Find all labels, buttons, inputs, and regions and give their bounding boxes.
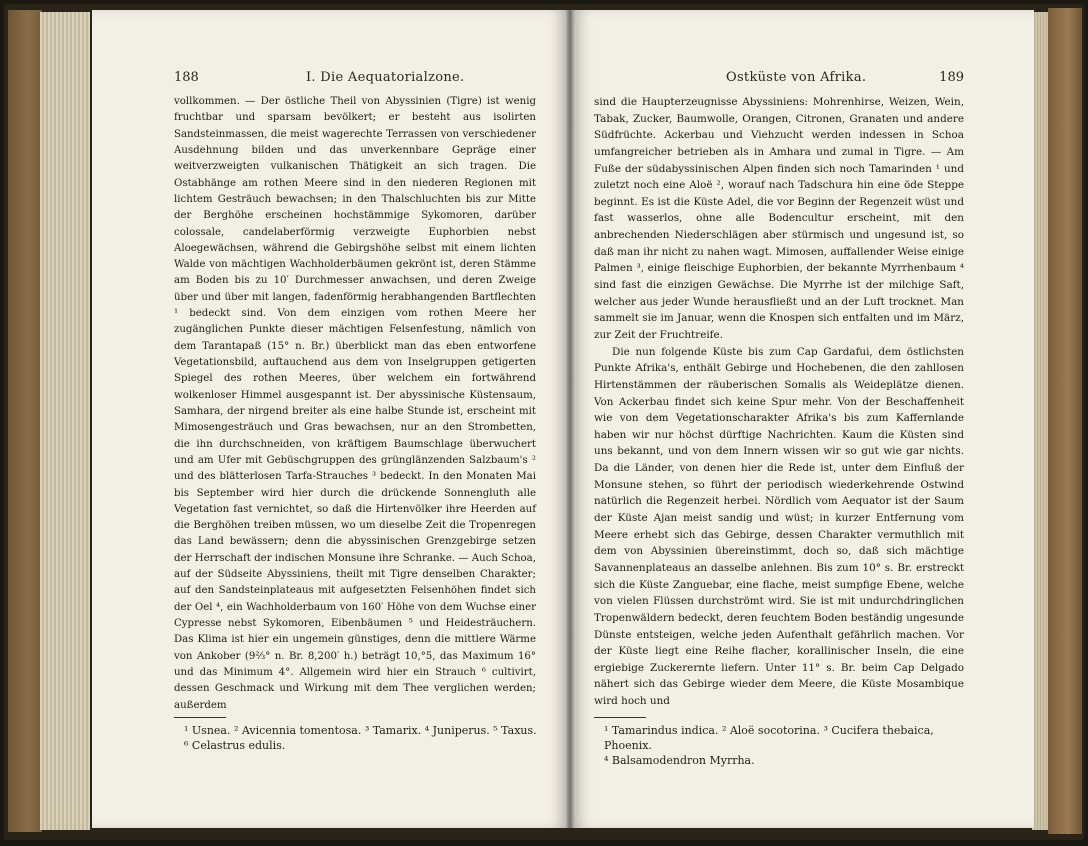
left-cover — [8, 10, 42, 832]
footnote-rule — [594, 717, 646, 718]
left-body-text — [174, 94, 536, 714]
footnote-line: ⁴ Balsamodendron Myrrha. — [604, 754, 755, 767]
right-footnotes — [604, 723, 974, 768]
left-running-header — [174, 70, 536, 90]
right-paragraph: sind die Haupterzeugnisse Abyssiniens: Mohrenhirse, Weizen, Wein, Tabak, Zucker, Baumwolle, Orangen, Citronen, Granaten und andere Südfrüchte. Ackerbau und Viehzucht werden indessen in Schoa umfangreicher betrieben als in Amhara und zumal in Tigre. — Am Fuße der südabyssinischen Alpen finden sich noch Tamarinden ¹ und zuletzt noch eine Aloë ², worauf nach Tadschura hin eine öde Steppe beginnt. Es ist die Küste Adel, die vor Beginn der Regenzeit wüst und fast wasserlos, ohne alle Bodencultur erscheint, mit den anbrechenden Niederschlägen aber stürmisch und ungesund ist, so daß man ihr nicht zu nahen wagt. Mimosen, auffallender Weise einige Palmen ³, einige fleischige Euphorbien, der bekannte Myrrhenbaum ⁴ sind fast die einzigen Gewächse. Die Myrrhe ist der milchige Saft, welcher aus jeder Wunde herausfließt und an der Luft trocknet. Man sammelt sie im Januar, wenn die Knospen sich entfalten und im März, zur Zeit der Fruchtreife. — [594, 96, 964, 341]
footnote-line: ¹ Usnea. ² Avicennia tomentosa. ³ Tamarix. ⁴ Juniperus. ⁵ Taxus. — [184, 724, 537, 737]
left-footnotes — [184, 723, 544, 753]
right-running-header — [594, 70, 964, 90]
right-body-text — [594, 94, 964, 710]
left-page-edges — [40, 12, 90, 830]
right-paragraph: Die nun folgende Küste bis zum Cap Gardafui, dem östlichsten Punkte Afrika's, enthält Gebirge und Hochebenen, die den zahllosen Hirtenstämmen der räuberischen Somalis als Weideplätze dienen. Von Ackerbau findet sich keine Spur mehr. Von der Beschaffenheit wie von dem Vegetationscharakter Afrika's bis zum Kaffernlande haben wir nur höchst dürftige Nachrichten. Kaum die Küsten sind uns bekannt, und von dem Innern wissen wir so gut wie gar nichts. Da die Länder, von denen hier die Rede ist, unter dem Einfluß der Monsune stehen, so führt der periodisch wiederkehrende Ostwind natürlich die Regenzeit herbei. Nördlich vom Aequator ist der Saum der Küste Ajan meist sandig und wüst; in kurzer Entfernung vom Meere erhebt sich das Gebirge, dessen Charakter vermuthlich mit dem von Abyssinien übereinstimmt, doch so, daß sich mächtige Savannenplateaus an dasselbe anlehnen. Bis zum 10° s. Br. erstreckt sich die Küste Zanguebar, eine flache, meist sumpfige Ebene, welche von vielen Flüssen durchströmt wird. Sie ist mit undurchdringlichen Tropenwäldern bedeckt, deren feuchtem Boden beständig ungesunde Dünste entsteigen, welche jeden Aufenthalt gefährlich machen. Vor der Küste liegt eine Reihe flacher, korallinischer Inseln, die eine ergiebige Zuckerernte liefern. Unter 11° s. Br. beim Cap Delgado nähert sich das Gebirge wieder dem Meere, die Küste Mosambique wird hoch und — [594, 345, 964, 708]
right-running-head: Ostküste von Afrika. — [726, 70, 867, 85]
right-cover — [1048, 8, 1082, 834]
left-running-head: I. Die Aequatorialzone. — [306, 70, 465, 85]
left-paragraph: vollkommen. — Der östliche Theil von Abyssinien (Tigre) ist wenig fruchtbar und sparsam bevölkert; er besteht aus isolirten Sandsteinmassen, die meist wagerechte Terrassen von verschiedener Ausdehnung bilden und das unverkennbare Gepräge einer weitverzweigten vulkanischen Thätigkeit an sich tragen. Die Ostabhänge am rothen Meere sind in den niederen Regionen mit lichtem Gesträuch bewachsen; in den Thalschluchten bis zur Mitte der Berghöhe erscheinen hochstämmige Sykomoren, darüber colossale, candelaberförmig verzweigte Euphorbien nebst Aloegewächsen, während die Gebirgshöhe selbst mit einem lichten Walde von mächtigen Wachholderbäumen gekrönt ist, deren Stämme am Boden bis zu 10′ Durchmesser anwachsen, und deren Zweige über und über mit langen, fadenförmig herabhangenden Bartflechten ¹ bedeckt sind. Von dem einzigen vom rothen Meere her zugänglichen Punkte dieser mächtigen Felsenfestung, nämlich von dem Tarantapaß (15° n. Br.) überblickt man das eben entworfene Vegetationsbild, auftauchend aus dem von Inselgruppen getigerten Spiegel des rothen Meeres, über welchem ein fortwährend wolkenloser Himmel ausgespannt ist. Der abyssinische Küstensaum, Samhara, der nirgend breiter als eine halbe Stunde ist, erscheint mit Mimosengesträuch und Gras bewachsen, nur an den Strombetten, die ihn durchschneiden, von kräftigem Baumschlage überwuchert und am Ufer mit Gebüschgruppen des grünglänzenden Salzbaum's ² und des blätterlosen Tarfa-Strauches ³ bedeckt. In den Monaten Mai bis September wird hier durch die drückende Sonnengluth alle Vegetation fast vernichtet, so daß die Hirtenvölker ihre Heerden auf die Berghöhen treiben müssen, wo um dieselbe Zeit die Tropenregen das Land bewässern; denn die abyssinischen Grenzgebirge setzen der Herrschaft der indischen Monsune ihre Schranke. — Auch Schoa, auf der Südseite Abyssiniens, theilt mit Tigre denselben Charakter; auf den Sandsteinplateaus mit aufgesetzten Felsenhöhen findet sich der Oel ⁴, ein Wachholderbaum von 160′ Höhe von dem Wuchse einer Cypresse nebst Sykomoren, Eibenbäumen ⁵ und Heidesträuchern. Das Klima ist hier ein ungemein günstiges, denn die mittlere Wärme von Ankober (9⅔° n. Br. 8,200′ h.) beträgt 10,°5, das Maximum 16° und das Minimum 4°. Allgemein wird hier ein Strauch ⁶ cultivirt, dessen Geschmack und Wirkung mit dem Thee verglichen werden; außerdem — [174, 96, 536, 711]
left-page-number: 188 — [174, 70, 199, 85]
right-page — [570, 10, 1034, 828]
footnote-rule — [174, 717, 226, 718]
right-page-number: 189 — [939, 70, 964, 85]
left-page — [92, 10, 570, 828]
footnote-line: ¹ Tamarindus indica. ² Aloë socotorina. ³ Cucifera thebaica, Phoenix. — [604, 724, 934, 752]
book-gutter — [566, 10, 574, 828]
footnote-line: ⁶ Celastrus edulis. — [184, 739, 286, 752]
